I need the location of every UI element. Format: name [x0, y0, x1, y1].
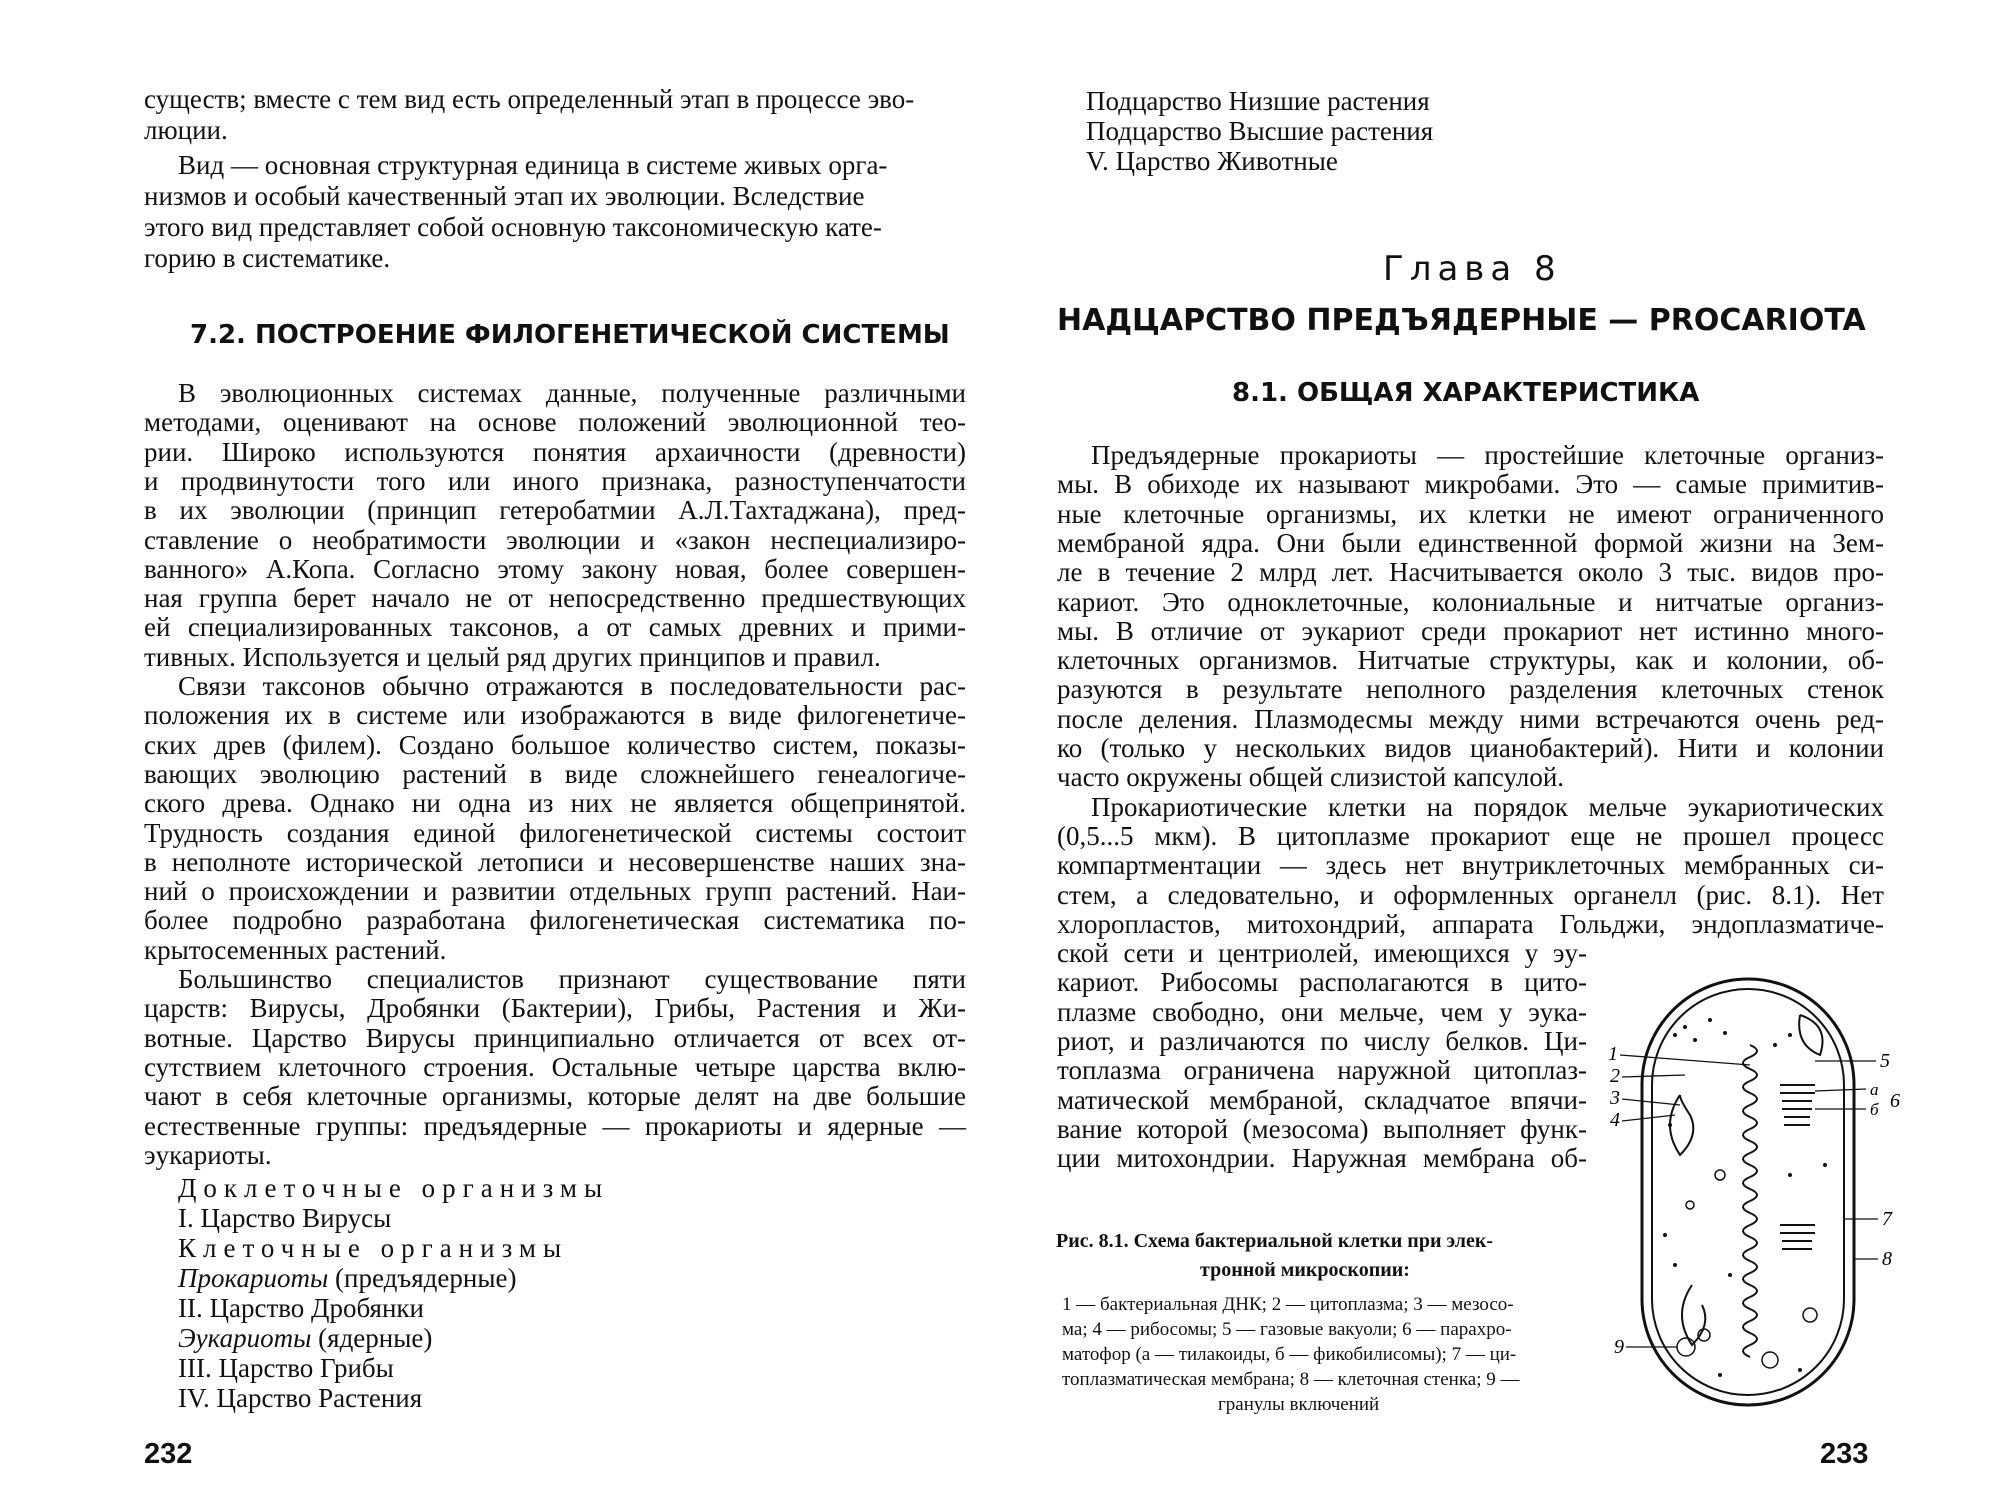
figure-label: 2 — [1610, 1065, 1620, 1087]
figure-label: 6 — [1890, 1090, 1900, 1112]
text-line: тивных. Используется и целый ряд других принципов и правил. — [144, 641, 881, 672]
prokaryotes-note: (предъядерные) — [328, 1263, 517, 1293]
text-line: более подробно разработана филогенетическая систематика по- — [144, 905, 966, 936]
text-line: матической мембраной, складчатое впячи- — [1057, 1084, 1587, 1115]
text-line: естественные группы: предъядерные — прокариоты и ядерные — — [144, 1110, 966, 1141]
figure-caption-line: топлазматическая мембрана; 8 — клеточная стенка; 9 — — [1062, 1369, 1520, 1390]
text-line: эукариоты. — [144, 1139, 272, 1170]
classification-precellular: Доклеточные организмы — [178, 1173, 610, 1203]
text-line: ции митохондрии. Наружная мембрана об- — [1057, 1143, 1587, 1174]
text-line: Трудность создания единой филогенетической системы состоит — [144, 817, 966, 848]
text-line: сутствием клеточного строения. Остальные четыре царства вклю- — [144, 1051, 966, 1082]
text-line: рии. Широко используются понятия архаичности (древности) — [144, 436, 966, 467]
text-line: (0,5...5 мкм). В цитоплазме прокариот еще не прошел процесс — [1057, 820, 1884, 851]
text-line: стем, а следовательно, и оформленных органелл (рис. 8.1). Нет — [1057, 879, 1884, 910]
prokaryotes-term: Прокариоты — [178, 1263, 329, 1293]
text-line: ле в течение 2 млрд лет. Насчитывается около 3 тыс. видов про- — [1057, 557, 1884, 588]
text-line: ского древа. Однако ни одна из них не является общепринятой. — [144, 788, 966, 819]
mesosome — [1682, 1285, 1705, 1345]
text-line: компартментации — здесь нет внутриклеточных мембранных си- — [1057, 850, 1884, 881]
text-line: топлазма ограничена наружной цитоплаз- — [1057, 1055, 1587, 1086]
text-line: Большинство специалистов признают существование пяти — [178, 964, 966, 994]
text-line: Предъядерные прокариоты — простейшие клеточные организ- — [1091, 440, 1884, 470]
chapter-title: НАДЦАРСТВО ПРЕДЪЯДЕРНЫЕ — PROCARIOTA — [1057, 303, 1866, 338]
text-line: ний о происхождении и развитии отдельных групп растений. Наи- — [144, 876, 966, 907]
dna-coil — [1743, 1045, 1757, 1357]
text-line: после деления. Плазмодесмы между ними встречаются очень ред- — [1057, 703, 1884, 734]
section-title: 7.2. ПОСТРОЕНИЕ ФИЛОГЕНЕТИЧЕСКОЙ СИСТЕМЫ — [190, 320, 950, 350]
figure-label: а — [1870, 1080, 1879, 1099]
text-line: ставление о необратимости эволюции и «закон неспециализиро- — [144, 524, 966, 555]
text-line: Вид — основная структурная единица в системе живых орга- — [178, 150, 888, 180]
classification-kingdom-4: IV. Царство Растения — [178, 1383, 423, 1413]
figure-caption-line: ма; 4 — рибосомы; 5 — газовые вакуоли; 6 — парахро- — [1062, 1319, 1512, 1340]
text-line: часто окружены общей слизистой капсулой. — [1057, 762, 1565, 793]
figure-label: 7 — [1882, 1208, 1892, 1230]
list-item: Подцарство Высшие растения — [1086, 116, 1434, 146]
text-line: существ; вместе с тем вид есть определенный этап в процессе эво- — [144, 84, 915, 114]
list-item: V. Царство Животные — [1086, 146, 1338, 176]
text-line: в их эволюции (принцип гетеробатмии А.Л.Тахтаджана), пред- — [144, 495, 966, 526]
text-line: этого вид представляет собой основную таксономическую кате- — [144, 212, 882, 242]
text-line: ванного» А.Копа. Согласно этому закону новая, более совершен- — [144, 553, 966, 584]
text-line: ные клеточные организмы, их клетки не имеют ограниченного — [1057, 498, 1884, 529]
page-number: 233 — [1820, 1438, 1869, 1470]
figure-label: 4 — [1610, 1109, 1620, 1131]
chapter-label: Глава 8 — [1383, 249, 1562, 289]
classification-cellular: Клеточные организмы — [178, 1233, 569, 1263]
figure-caption-line: 1 — бактериальная ДНК; 2 — цитоплазма; 3 — мезосо- — [1062, 1294, 1514, 1315]
text-line: люции. — [144, 115, 228, 145]
text-line: ской сети и центриолей, имеющихся у эу- — [1057, 938, 1587, 969]
text-line: кариот. Рибосомы располагаются в цито- — [1057, 967, 1587, 998]
text-line: ей специализированных таксонов, а от самых древних и прими- — [144, 612, 966, 643]
text-line: ная группа берет начало не от непосредственно предшествующих — [144, 583, 966, 614]
eukaryotes-note: (ядерные) — [311, 1323, 433, 1353]
text-line: в неполноте исторической летописи и несовершенстве наших зна- — [144, 846, 966, 877]
figure-label: 1 — [1608, 1043, 1618, 1065]
text-line: царств: Вирусы, Дробянки (Бактерии), Грибы, Растения и Жи- — [144, 993, 966, 1024]
eukaryotes-term: Эукариоты — [178, 1323, 312, 1353]
classification-kingdom-2: II. Царство Дробянки — [178, 1293, 424, 1323]
text-line: вотные. Царство Вирусы принципиально отличается от всех от- — [144, 1022, 966, 1053]
text-line: Прокариотические клетки на порядок мельче эукариотических — [1091, 791, 1884, 822]
text-line: горию в систематике. — [144, 243, 391, 273]
text-line: вание которой (мезосома) выполняет функ- — [1057, 1113, 1587, 1144]
classification-eukaryotes — [178, 1323, 432, 1354]
figure-label: б — [1870, 1100, 1879, 1119]
figure-label: 5 — [1880, 1050, 1890, 1072]
text-line: разуются в результате неполного разделения клеточных стенок — [1057, 674, 1884, 705]
figure-label: 9 — [1614, 1336, 1624, 1358]
text-line: хлоропластов, митохондрий, аппарата Гольджи, эндоплазматиче- — [1057, 908, 1884, 939]
text-line: чают в себя клеточные организмы, которые делят на две большие — [144, 1081, 966, 1112]
bacterial-cell-figure — [1600, 975, 1900, 1415]
section-title: 8.1. ОБЩАЯ ХАРАКТЕРИСТИКА — [1232, 378, 1700, 408]
parachromatophore — [1780, 1085, 1815, 1249]
figure-caption-title: тронной микроскопии: — [1200, 1259, 1410, 1281]
figure-label: 3 — [1610, 1087, 1620, 1109]
text-line: В эволюционных системах данные, полученные различными — [178, 378, 966, 408]
text-line: ских древ (филем). Создано большое количество систем, показы- — [144, 729, 966, 760]
figure-caption-line: гранулы включений — [1218, 1394, 1380, 1415]
text-line: положения их в системе или изображаются в виде филогенетиче- — [144, 700, 966, 731]
text-line: кариот. Это одноклеточные, колониальные и нитчатые организ- — [1057, 586, 1884, 617]
text-line: Связи таксонов обычно отражаются в последовательности рас- — [178, 671, 966, 701]
figure-caption-line: матофор (а — тилакоиды, б — фикобилисомы); 7 — ци- — [1062, 1344, 1517, 1365]
classification-kingdom-1: I. Царство Вирусы — [178, 1203, 392, 1233]
text-line: мы. В обиходе их называют микробами. Это — самые примитив- — [1057, 469, 1884, 500]
classification-prokaryotes — [178, 1263, 516, 1294]
text-line: и продвинутости того или иного признака, разноступенчатости — [144, 465, 966, 496]
classification-kingdom-3: III. Царство Грибы — [178, 1353, 394, 1383]
text-line: методами, оценивают на основе положений эволюционной тео- — [144, 407, 966, 438]
text-line: риот, и различаются по числу белков. Ци- — [1057, 1026, 1587, 1056]
text-line: клеточных организмов. Нитчатые структуры, как и колонии, об- — [1057, 645, 1884, 676]
text-line: крытосеменных растений. — [144, 934, 447, 965]
page-number: 232 — [144, 1438, 193, 1470]
text-line: низмов и особый качественный этап их эволюции. Вследствие — [144, 181, 865, 211]
text-line: мембраной ядра. Они были единственной формой жизни на Зем- — [1057, 527, 1884, 558]
right-page — [1000, 0, 2000, 1496]
text-line: мы. В отличие от эукариот среди прокариот нет истинно много- — [1057, 615, 1884, 646]
text-line: вающих эволюцию растений в виде сложнейшего генеалогиче- — [144, 758, 966, 789]
figure-caption-title: Рис. 8.1. Схема бактериальной клетки при элек- — [1056, 1230, 1494, 1252]
cytoplasmic-membrane — [1652, 989, 1844, 1395]
text-line: плазме свободно, они мельче, чем у эука- — [1057, 996, 1587, 1027]
list-item: Подцарство Низшие растения — [1086, 86, 1430, 116]
figure-label: 8 — [1882, 1248, 1892, 1270]
text-line: ко (только у нескольких видов цианобактерий). Нити и колонии — [1057, 733, 1884, 763]
